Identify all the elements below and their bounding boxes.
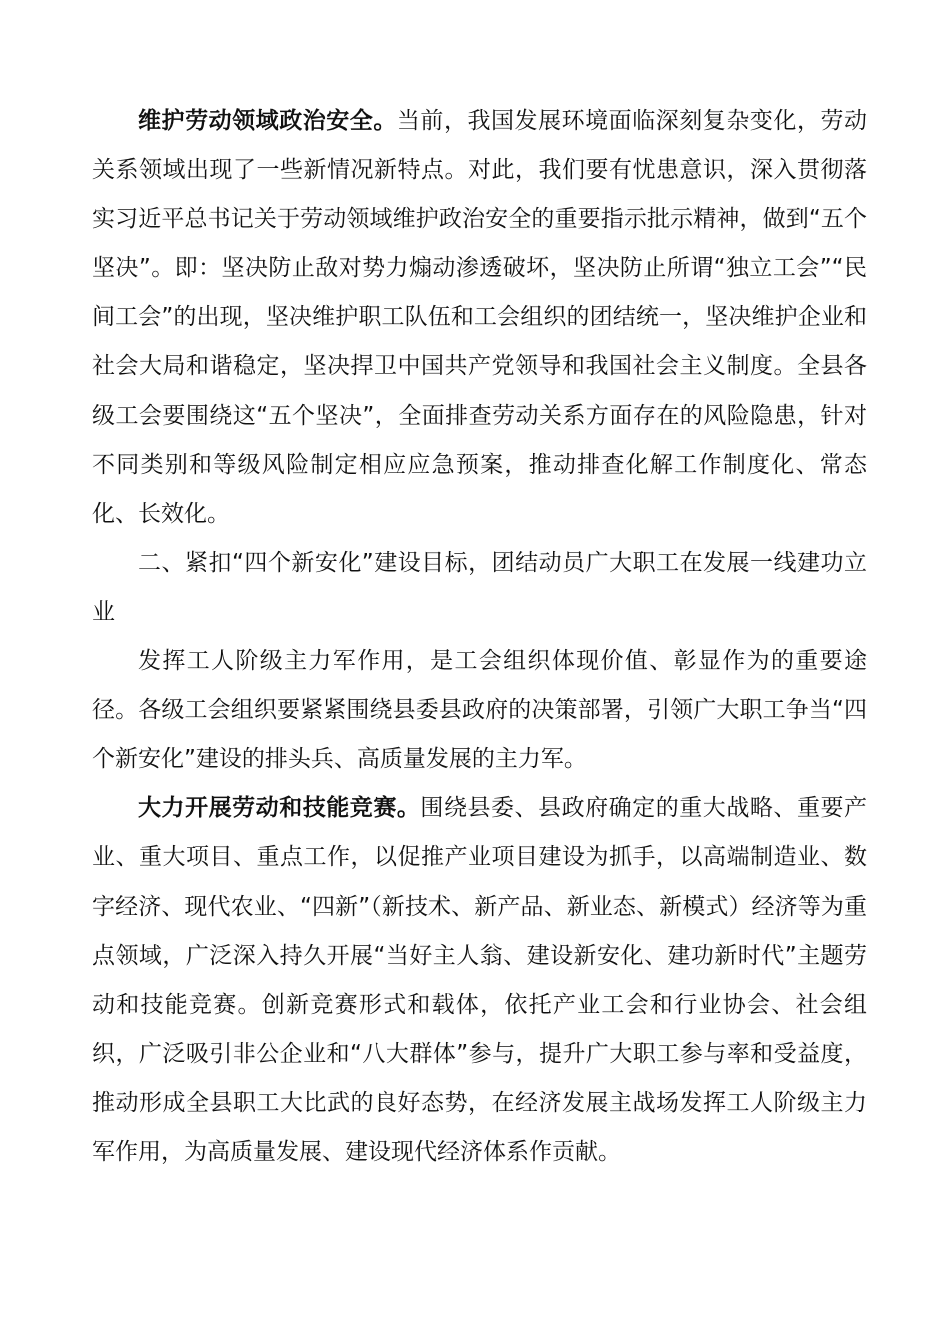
paragraph-competitions — [92, 784, 867, 1177]
document-body — [92, 97, 867, 1177]
paragraph-text: 发挥工人阶级主力军作用，是工会组织体现价值、彰显作为的重要途径。各级工会组织要紧紧围绕县委县政府的决策部署，引领广大职工争当“四个新安化”建设的排头兵、高质量发展的主力军。 — [92, 648, 867, 773]
paragraph-lead: 大力开展劳动和技能竞赛。 — [138, 795, 421, 822]
section-heading — [92, 539, 867, 637]
paragraph-lead: 维护劳动领域政治安全。 — [138, 108, 397, 134]
paragraph-political-security — [92, 97, 867, 539]
paragraph-text: 当前，我国发展环境面临深刻复杂变化，劳动关系领域出现了一些新情况新特点。对此，我们要有忧患意识，深入贯彻落实习近平总书记关于劳动领域维护政治安全的重要指示批示精神，做到“五个坚决”。即：坚决防止敌对势力煽动渗透破坏，坚决防止所谓“独立工会”“民间工会”的出现，坚决维护职工队伍和工会组织的团结统一，坚决维护企业和社会大局和谐稳定，坚决捍卫中国共产党领导和我国社会主义制度。全县各级工会要围绕这“五个坚决”，全面排查劳动关系方面存在的风险隐患，针对不同类别和等级风险制定相应应急预案，推动排查化解工作制度化、常态化、长效化。 — [92, 108, 868, 527]
paragraph-text: 围绕县委、县政府确定的重大战略、重要产业、重大项目、重点工作，以促推产业项目建设为抓手，以高端制造业、数字经济、现代农业、“四新”（新技术、新产品、新业态、新模式）经济等为重点领域，广泛深入持久开展“当好主人翁、建设新安化、建功新时代”主题劳动和技能竞赛。创新竞赛形式和载体，依托产业工会和行业协会、社会组织，广泛吸引非公企业和“八大群体”参与，提升广大职工参与率和受益度，推动形成全县职工大比武的良好态势，在经济发展主战场发挥工人阶级主力军作用，为高质量发展、建设现代经济体系作贡献。 — [92, 795, 868, 1165]
section-heading-text: 二、紧扣“四个新安化”建设目标，团结动员广大职工在发展一线建功立业 — [92, 549, 867, 625]
paragraph-workers-role — [92, 637, 867, 784]
